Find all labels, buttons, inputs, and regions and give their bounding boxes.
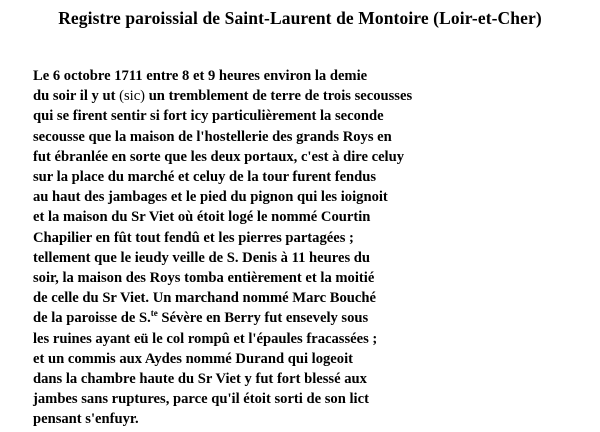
text-line: qui se firent sentir si fort icy particulièrement la seconde (33, 108, 384, 125)
text-line: Le 6 octobre 1711 entre 8 et 9 heures environ la demie (33, 68, 368, 84)
text-line: jambes sans ruptures, parce qu'il étoit sorti de son lict (33, 391, 369, 408)
text-line: dans la chambre haute du Sr Viet y fut fort blessé aux (33, 371, 367, 388)
superscript-te: te (150, 308, 158, 319)
text-line: et un commis aux Aydes nommé Durand qui logeoit (33, 350, 353, 367)
text-line: les ruines ayant eü le col rompû et l'épaules fracassées ; (33, 330, 378, 347)
text-line: de celle du Sr Viet. Un marchand nommé Marc Bouché (33, 290, 376, 307)
text-line: au haut des jambages et le pied du pignon qui les ioignoit (33, 189, 388, 206)
document-title: Registre paroissial de Saint-Laurent de Montoire (Loir-et-Cher) (58, 8, 542, 28)
text-line: et la maison du Sr Viet où étoit logé le nommé Courtin (33, 209, 371, 226)
text-line: fut ébranlée en sorte que les deux portaux, c'est à dire celuy (33, 148, 405, 165)
text-line: Chapilier en fût tout fendû et les pierres partagées ; (33, 229, 354, 246)
text-line: secousse que la maison de l'hostellerie des grands Roys en (33, 128, 392, 145)
document-body (33, 66, 593, 430)
text-line: de la paroisse de S.$^{te}$ Sévère en Berry fut ensevely sous (33, 308, 369, 327)
text-line: pensant s'enfuyr. (33, 411, 139, 428)
sic-annotation: (sic) (119, 88, 146, 105)
text-line: sur la place du marché et celuy de la tour furent fendus (33, 169, 377, 186)
text-line: du soir il y ut (sic) un tremblement de terre de trois secousses (33, 88, 413, 105)
text-line: soir, la maison des Roys tomba entièrement et la moitié (33, 270, 375, 287)
text-line: tellement que le ieudy veille de S. Denis à 11 heures du (33, 249, 371, 266)
